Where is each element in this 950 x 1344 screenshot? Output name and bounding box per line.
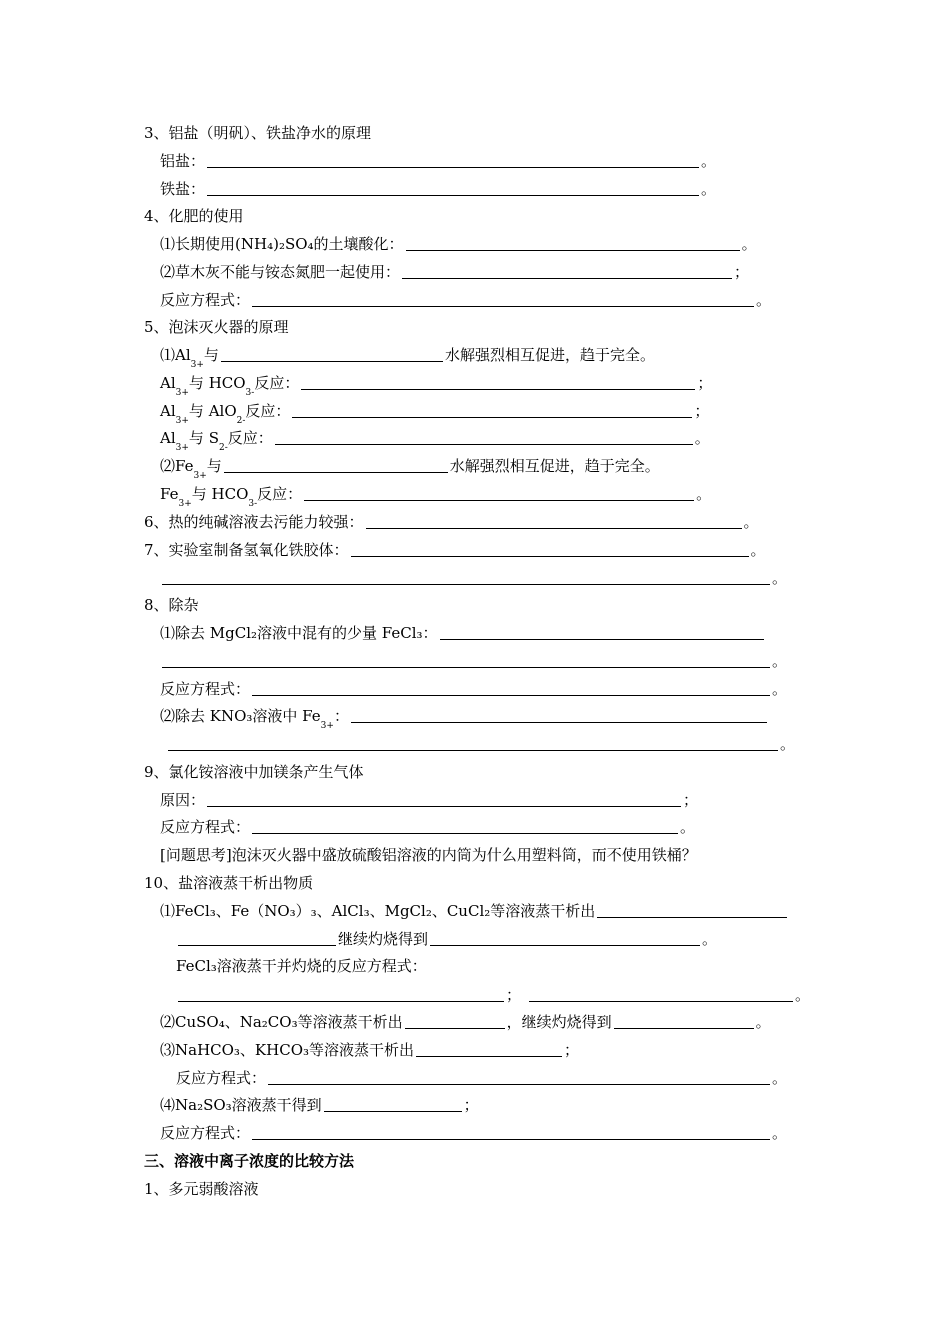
answer-blank[interactable] [351,708,767,723]
part-3-heading: 三、溶液中离子浓度的比较方法 [144,1152,355,1170]
s5-r4-line: Fe 3+ 与 HCO 3 - 反应： 。 [160,485,712,509]
answer-blank[interactable] [207,153,699,168]
s10-q1-eq-line: ； 。 [176,985,810,1005]
section-3-title: 3、铝盐（明矾）、铁盐净水的原理 [144,124,372,142]
s3-al-line: 铝盐： 。 [160,152,717,170]
answer-blank[interactable] [178,987,504,1002]
answer-blank[interactable] [292,403,692,418]
s4-eq-line: 反应方程式： 。 [160,291,772,309]
answer-blank[interactable] [324,1097,462,1112]
s10-q1-eq-title: FeCl₃溶液蒸干并灼烧的反应方程式： [176,957,427,975]
answer-blank[interactable] [168,736,778,751]
answer-blank[interactable] [440,625,764,640]
answer-blank[interactable] [529,987,793,1002]
answer-blank[interactable] [224,458,448,473]
s8-eq-line: 反应方程式： 。 [160,680,788,698]
answer-blank[interactable] [275,430,693,445]
answer-blank[interactable] [405,1014,505,1029]
answer-blank[interactable] [178,931,336,946]
s10-q3-eq-line: 反应方程式： 。 [176,1069,788,1087]
answer-blank[interactable] [252,681,770,696]
section-4-title: 4、化肥的使用 [144,207,244,225]
answer-blank[interactable] [207,792,681,807]
s5-q1-line: ⑴Al 3+ 与 水解强烈相互促进，趋于完全。 [160,346,655,370]
s10-q4-eq-line: 反应方程式： 。 [160,1124,788,1142]
answer-blank[interactable] [162,570,770,585]
answer-blank[interactable] [416,1042,562,1057]
s8-q1-line: ⑴除去 MgCl₂溶液中混有的少量 FeCl₃： [160,623,766,643]
s4-q1-line: ⑴长期使用 (NH₄)₂SO₄ 的土壤酸化： 。 [160,235,757,253]
answer-blank[interactable] [614,1014,754,1029]
answer-blank[interactable] [597,903,787,918]
s8-q2-line: ⑵除去 KNO₃溶液中 Fe 3+ ： [160,706,769,726]
s8-q2-line-2: 。 [166,734,795,754]
answer-blank[interactable] [301,375,695,390]
answer-blank[interactable] [268,1070,770,1085]
answer-blank[interactable] [221,347,443,362]
s7-line: 7、实验室制备氢氧化铁胶体： 。 [144,541,766,559]
answer-blank[interactable] [304,486,694,501]
s5-r1-line: Al 3+ 与 HCO 3 - 反应： ； [160,374,713,398]
s7-line-2: 。 [160,568,787,588]
answer-blank[interactable] [351,542,749,557]
answer-blank[interactable] [430,931,700,946]
section-9-title: 9、氯化铵溶液中加镁条产生气体 [144,763,364,781]
s5-r2-line: Al 3+ 与 AlO 2 - 反应： ； [160,402,710,426]
answer-blank[interactable] [366,514,742,529]
answer-blank[interactable] [252,1125,770,1140]
s10-q3-line: ⑶NaHCO₃、KHCO₃等溶液蒸干析出 ； [160,1041,580,1059]
s3-fe-line: 铁盐： 。 [160,180,717,198]
answer-blank[interactable] [207,181,699,196]
s10-q2-line: ⑵CuSO₄、Na₂CO₃等溶液蒸干析出 ，继续灼烧得到 。 [160,1013,771,1031]
section-5-title: 5、泡沫灭火器的原理 [144,318,289,336]
answer-blank[interactable] [162,653,770,668]
s5-q2-line: ⑵Fe 3+ 与 水解强烈相互促进，趋于完全。 [160,457,660,481]
s10-q4-line: ⑷Na₂SO₃溶液蒸干得到 ； [160,1096,479,1114]
part-3-item-1: 1、多元弱酸溶液 [144,1180,259,1198]
s9-think-line: [问题思考]泡沫灭火器中盛放硫酸铝溶液的内筒为什么用塑料筒，而不使用铁桶？ [160,846,697,864]
s9-eq-line: 反应方程式： 。 [160,818,696,836]
answer-blank[interactable] [252,819,678,834]
s6-line: 6、热的纯碱溶液去污能力较强： 。 [144,513,759,531]
section-10-title: 10、盐溶液蒸干析出物质 [144,874,314,892]
s10-q1-line: ⑴FeCl₃、Fe（NO₃）₃、AlCl₃、MgCl₂、CuCl₂等溶液蒸干析出 [160,901,789,921]
s4-q2-line: ⑵草木灰不能与铵态氮肥一起使用： ； [160,263,750,281]
s5-r3-line: Al 3+ 与 S 2- 反应： 。 [160,429,710,453]
section-8-title: 8、除杂 [144,596,199,614]
s10-q1-line-2: 继续灼烧得到 。 [176,929,717,949]
s8-q1-line-2: 。 [160,651,787,671]
answer-blank[interactable] [402,264,732,279]
answer-blank[interactable] [252,292,754,307]
s9-reason-line: 原因： ； [160,791,699,809]
answer-blank[interactable] [406,236,740,251]
